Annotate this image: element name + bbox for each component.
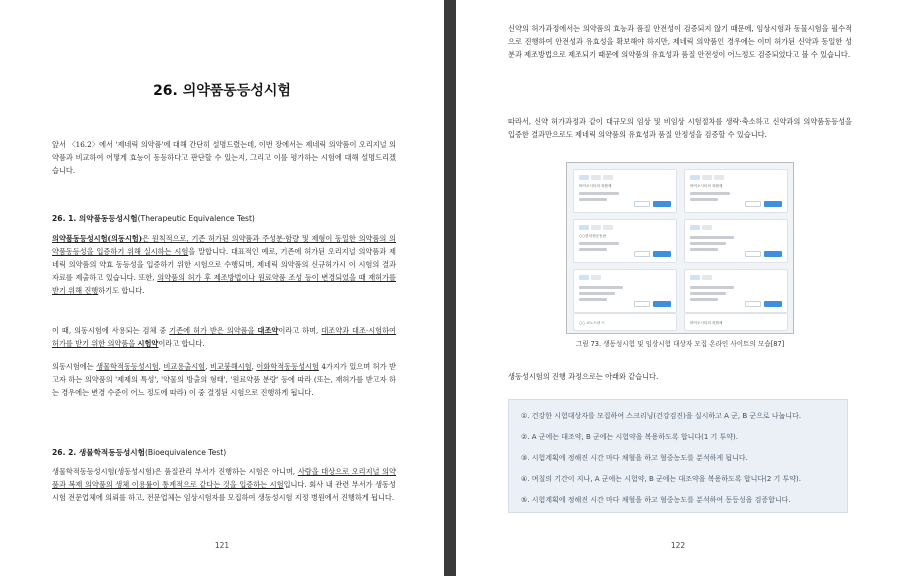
paragraph-text: 이 때, 의동시험에 사용되는 검체 중 <box>52 326 170 335</box>
card-title: ○○한의원공동판 <box>579 234 607 238</box>
figure-card <box>573 169 677 213</box>
reference-drug-term: 대조약 <box>257 326 279 335</box>
right-paragraph-1: 신약의 허가과정에서는 의약품의 효능과 품질 안전성이 검증되지 않기 때문에, 임상시험과 동물시험을 필수적으로 진행하여 안전성과 유효성을 확보해야 하지만, 제네릭 의약품인 경우에는 이미 허가된 신약과 동일한 성분과 제조방법으로 제조되기 때문에 의약품의 유효성과 품질 안전성이 어느정도 검증되었다고 볼 수 있습니다. <box>508 24 852 59</box>
card-title: 바이오시티의 복합제 <box>690 184 723 188</box>
step-5: ⑤. 시험계획에 정해진 시간 마다 채혈을 하고 혈중농도를 분석하여 동등성을 검증합니다. <box>521 496 791 504</box>
paragraph-text: 을 말합니다. 대표적인 예로, 기존에 허가된 오리지널 의약품과 제네릭 의약품의 약효 동등성을 입증하기 위한 시험으로 수행되며, 제네릭 의약품의 신규허가시 이 시험의 결과자료를 제출하고 있습니다. 또한, <box>52 247 397 282</box>
test-drug-term: 시험약 <box>137 339 159 348</box>
test-type-1: 생물학적동등성시험 <box>96 362 159 371</box>
paragraph-text: 하기도 합니다. <box>98 286 145 295</box>
reapproval-text: 의약품의 허가 후 제조방법이나 원료약품 조성 등이 변경되었을 때 재허가를 받기 위해 진행 <box>52 273 396 295</box>
figure-card <box>573 219 677 263</box>
paragraph-text: 생물학적동등성시험(생동성시험)은 품질관리 부서가 진행하는 시험은 아니며, <box>52 467 298 476</box>
section-1-paragraph-3: 의동시험에는 생물학적동등성시험, 비교용출시험, 비교붕해시험, 이화학적동등성시험 4가지가 있으며 허가 받고자 하는 의약품의 '제제의 특성', '약물의 방출의 형태', '원료약품 분량' 등에 따라 (또는, 재허가를 받고자 하는 경우에는 변경 수준이 어느 정도에 따라) 이 중 결정된 시험으로 진행하게 됩니다. <box>52 362 396 397</box>
page-number: 121 <box>214 541 230 550</box>
paragraph-text: 의동시험에는 <box>52 362 97 371</box>
page-121 <box>0 0 444 576</box>
step-2: ②. A 군에는 대조약, B 군에는 시험약을 복용하도록 합니다(1 기 투약). <box>521 433 738 441</box>
recruitment-site-figure <box>566 162 794 334</box>
chapter-title: 26. 의약품동등성시험 <box>153 83 291 99</box>
section-1-paragraph-2 <box>52 324 396 350</box>
card-title: 바이오시티의 복합제 <box>579 184 612 188</box>
reference-drug-text: 기존에 허가 받은 의약품을 <box>169 326 258 335</box>
page-number: 122 <box>670 541 686 550</box>
test-type-2: 비교용출시험 <box>163 362 206 371</box>
card-title: ○○ 코노드러 드 <box>579 321 605 325</box>
figure-card <box>684 269 788 313</box>
section-1-paragraph-1 <box>52 232 396 297</box>
step-3: ③. 시험계획에 정해진 시간 마다 채혈을 하고 혈중농도를 분석하게 됩니다. <box>521 454 748 462</box>
figure-card <box>684 219 788 263</box>
steps-intro: 생동성시험의 진행 과정으로는 아래와 같습니다. <box>508 372 659 381</box>
figure-caption: 그림 73. 생동성시험 및 임상시험 대상자 모집 온라인 사이트의 모습[87] <box>575 340 785 348</box>
test-type-3: 비교붕해시험 <box>209 362 252 371</box>
steps-box <box>508 399 848 513</box>
section-2-title: 26. 2. 생물학적동등성시험 <box>52 448 145 457</box>
section-2-title-en: (Bioequivalence Test) <box>144 448 227 457</box>
section-2-heading <box>52 447 396 458</box>
figure-card <box>684 169 788 213</box>
figure-card <box>573 269 677 313</box>
section-1-title: 26. 1. 의약품동등성시험 <box>52 214 138 223</box>
card-title: 바이오시티의 복합제 <box>690 321 723 325</box>
figure-card <box>573 313 677 331</box>
definition-text: 은 원칙적으로, 기존 허가된 의약품과 주성분·함량 및 제형이 동일한 의약품의 의약품동등성을 입증하기 위해 실시하는 시험 <box>52 234 396 256</box>
term-therapeutic-equivalence: 의약품동등성시험(의동시험) <box>52 234 143 243</box>
right-paragraph-2: 따라서, 신약 허가과정과 같이 대규모의 임상 및 비임상 시험절차를 생략·축소하고 신약과의 의약품동등성을 입증한 결과만으로도 제네릭 의약품의 유효성과 품질 안정성을 검증할 수 있습니다. <box>508 117 852 139</box>
paragraph-text: 입니다. 회사 내 관련 부서가 생동성시험 전문업체에 의뢰를 하고, 전문업체는 임상시험자를 모집하여 생동성시험 지정 병원에서 진행하게 됩니다. <box>52 480 396 502</box>
intro-paragraph: 앞서 〈16.2〉에서 '제네릭 의약품'에 대해 간단히 설명드렸는데, 이번 장에서는 제네릭 의약품이 오리지널 의약품과 비교하여 어떻게 효능이 동등하다고 판단할 수 있는지, 그리고 이를 평가하는 시험에 대해 설명드리겠습니다. <box>52 140 396 175</box>
section-2-paragraph-1 <box>52 465 396 504</box>
section-1-title-en: (Therapeutic Equivalence Test) <box>137 214 255 223</box>
test-drug-text: 대조약과 대조·시험하여 허가를 받기 위한 의약품을 <box>52 326 396 348</box>
step-4: ④. 며칠의 기간이 지나, A 군에는 시험약, B 군에는 대조약을 복용하도록 합니다(2 기 투약). <box>521 475 801 483</box>
page-122 <box>456 0 900 576</box>
section-1-heading <box>52 213 396 224</box>
paragraph-text: 4가지가 있으며 허가 받고자 하는 의약품의 '제제의 특성', '약물의 방출의 형태', '원료약품 분량' 등에 따라 (또는, 재허가를 받고자 하는 경우에는 변경 수준이 어느 정도에 따라) 이 중 결정된 시험으로 진행하게 됩니다. <box>52 362 396 397</box>
step-1: ①. 건강한 시험대상자를 모집하여 스크리닝(건강검진)을 실시하고 A 군, B 군으로 나눕니다. <box>521 412 802 420</box>
test-type-4: 이화학적동등성시험 <box>256 362 319 371</box>
figure-card <box>684 313 788 331</box>
paragraph-text: 이라고 합니다. <box>158 339 205 348</box>
bioequivalence-definition: 사람을 대상으로 오리지널 의약품과 복제 의약품의 생체 이용률이 통계적으로 같다는 것을 입증하는 시험 <box>52 467 396 489</box>
paragraph-text: 이라고 하며, <box>278 326 322 335</box>
